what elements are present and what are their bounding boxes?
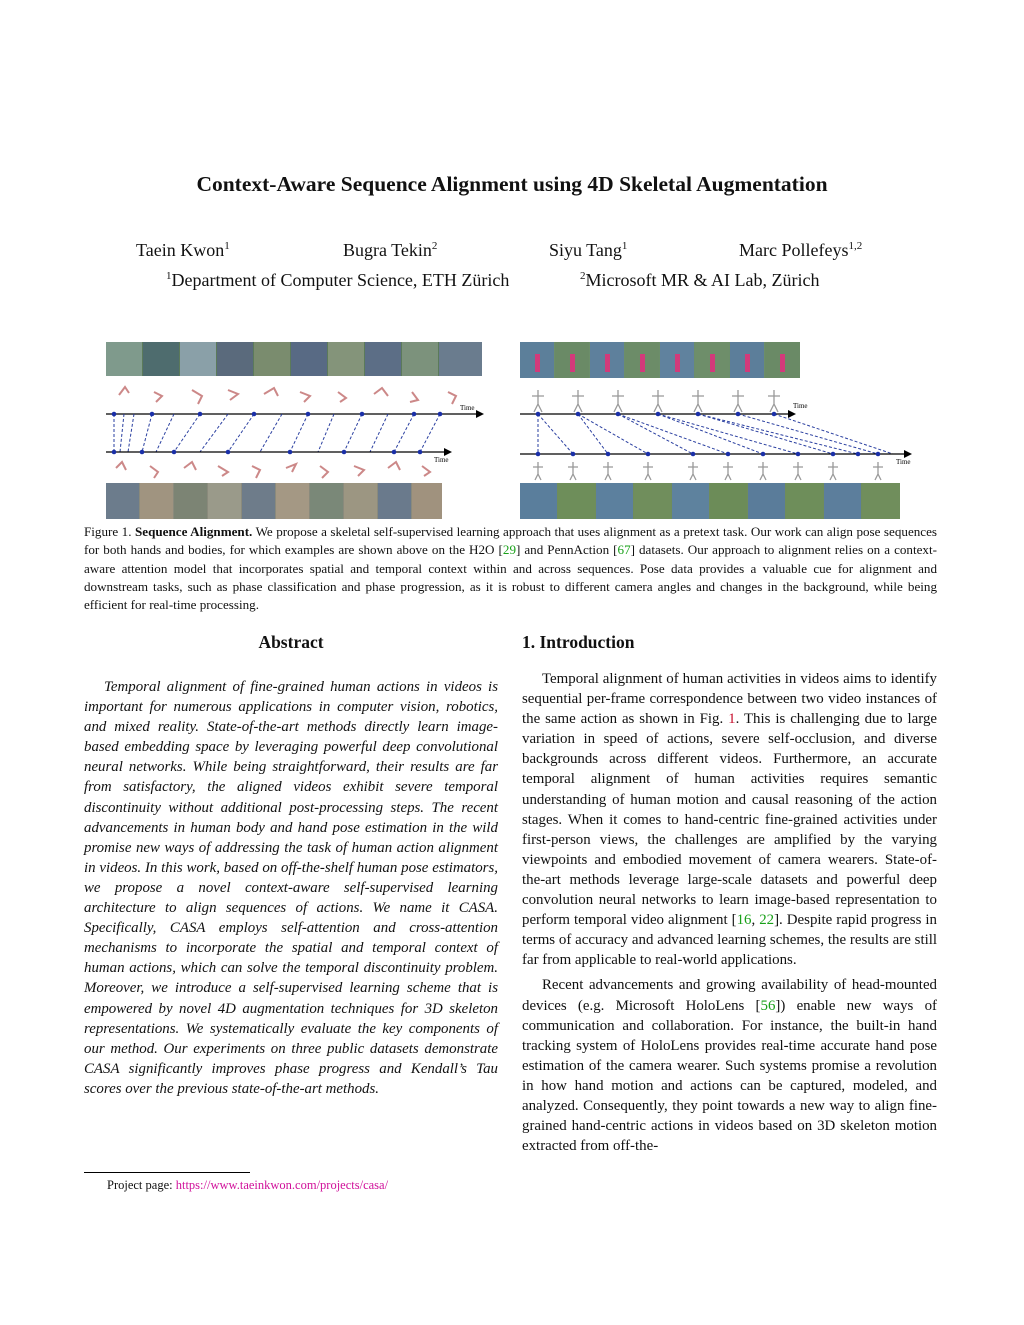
caption-text: We propose a skeletal self-supervised learning approach that uses alignment as a pretext task. Our work can align pose sequences for both hands and bodies, for which examples are shown above on the H2O [ [84,524,938,558]
author-3 [549,240,627,261]
footnote-label: Project page: [107,1178,176,1192]
video-frames-top [520,342,800,378]
paper-title: Context-Aware Sequence Alignment using 4D Skeletal Augmentation [196,172,828,196]
correspondence-lines [114,414,440,452]
video-frames-top [106,342,482,376]
citation-link[interactable]: 29 [502,542,516,558]
footnote-rule [84,1172,250,1173]
correspondence-lines [538,414,893,454]
figure-bodies-alignment [518,340,920,520]
figure-ref-link[interactable]: 1 [728,711,736,728]
body-skeletons-bottom [533,462,883,480]
affiliation-sup: 1 [166,270,172,282]
video-frames-bottom [520,483,900,519]
affiliation-text: Department of Computer Science, ETH Zürich [171,270,510,290]
caption-bold: Sequence Alignment. [135,524,253,539]
citation-separator: , [751,912,760,929]
project-page-link[interactable]: https://www.taeinkwon.com/projects/casa/ [175,1178,389,1192]
time-label: Time [460,404,475,412]
author-name: Marc Pollefeys [739,240,849,260]
footnote [107,1178,388,1193]
caption-label: Figure 1. [84,524,132,539]
intro-paragraph-2 [522,975,937,1156]
affiliation-sup: 2 [580,270,586,282]
caption-text: ] and PennAction [ [515,542,618,558]
author-1 [136,240,230,261]
caption-text: ] datasets. Our approach to alignment relies on a context-aware attention model that incorporates spatial and temporal context within and across sequences. Pose data provides a valuable cue for alignment and downstream tasks, such as phase classification and phase progression, as it is robust to different camera angles and changes in the background, while being efficient for real-time processing. [84,542,937,613]
intro-text: Temporal alignment of human activities in videos aims to identify sequential per-frame correspondence between two video instances of the same action as shown in Fig. [522,671,937,728]
affiliation-text: Microsoft MR & AI Lab, Zürich [585,270,820,290]
intro-heading: 1. Introduction [522,632,635,652]
citation-link[interactable]: 22 [759,912,775,929]
affiliation-1 [166,270,509,291]
author-name: Bugra Tekin [343,240,432,260]
intro-paragraph-1 [522,669,937,970]
author-name: Siyu Tang [549,240,622,260]
author-sup: 1 [621,240,628,252]
intro-text: Recent advancements and growing availability of head-mounted devices (e.g. Microsoft HoloLens [ [522,977,937,1014]
time-label: Time [793,402,808,410]
author-sup: 1,2 [848,240,863,252]
figure-caption [84,523,937,614]
time-label: Time [896,458,911,466]
time-label: Time [434,456,449,464]
hand-skeletons-bottom [116,462,430,478]
author-sup: 1 [224,240,230,252]
citation-link[interactable]: 67 [617,542,631,558]
intro-text: ]) enable new ways of communication and collaboration. For instance, the built-in hand tracking system of HoloLens provides real-time accurate hand pose estimation of the camera wearer. Such systems promise a revolution in how hand motion and actions can be captured, modeled, and analyzed. Consequently, they point towards a new way to align fine-grained hand-centric actions in videos based on 3D skeleton motion extracted from off-the- [522,997,937,1155]
hand-skeletons-top [119,387,456,404]
citation-link[interactable]: 56 [760,997,776,1014]
video-frames-bottom [106,483,442,519]
figure-hands-alignment [104,340,484,520]
author-name: Taein Kwon [136,240,225,260]
intro-body [522,669,937,1161]
intro-text: . This is challenging due to large variation in speed of actions, severe self-occlusion, and diverse backgrounds across different videos. Furthermore, an accurate temporal alignment of human activities requires semantic understanding of human motion and causal reasoning of the action stages. When it comes to hand-centric fine-grained activities under first-person views, the challenges are amplified by the varying viewpoints and embodied movement of camera wearers. State-of-the-art methods leverage large-scale datasets and powerful deep convolution neural networks to learn image-based representation to perform temporal video alignment [ [522,711,938,929]
citation-link[interactable]: 16 [736,912,752,929]
body-skeletons-top [532,390,780,412]
author-4 [739,240,862,261]
affiliation-2 [580,270,819,291]
abstract-heading: Abstract [258,632,324,652]
intro-text: ]. Despite rapid progress in terms of accuracy and advanced learning schemes, the results are still far from applicable to real-world applications. [522,912,937,969]
author-sup: 2 [431,240,438,252]
author-2 [343,240,437,261]
abstract-text: Temporal alignment of fine-grained human actions in videos is important for numerous applications in computer vision, robotics, and mixed reality. State-of-the-art methods directly learn image-based embedding space by leveraging powerful deep convolutional neural networks. While being straightforward, their results are far from satisfactory, the aligned videos exhibit severe temporal discontinuity without additional post-processing steps. The recent advancements in human body and hand pose estimation in the wild promise new ways of addressing the task of human action alignment in videos. In this work, based on off-the-shelf human pose estimators, we propose a novel context-aware self-supervised learning architecture to align sequences of actions. We name it CASA. Specifically, CASA employs self-attention and cross-attention mechanisms to incorporate the spatial and temporal context of human actions, which can solve the temporal discontinuity problem. Moreover, we introduce a self-supervised learning scheme that is empowered by novel 4D augmentation techniques for 3D skeleton representations. We systematically evaluate the key components of our method. Our experiments on three public datasets demonstrate CASA significantly improves phase progress and Kendall’s Tau scores over the previous state-of-the-art methods. [84,679,498,1097]
